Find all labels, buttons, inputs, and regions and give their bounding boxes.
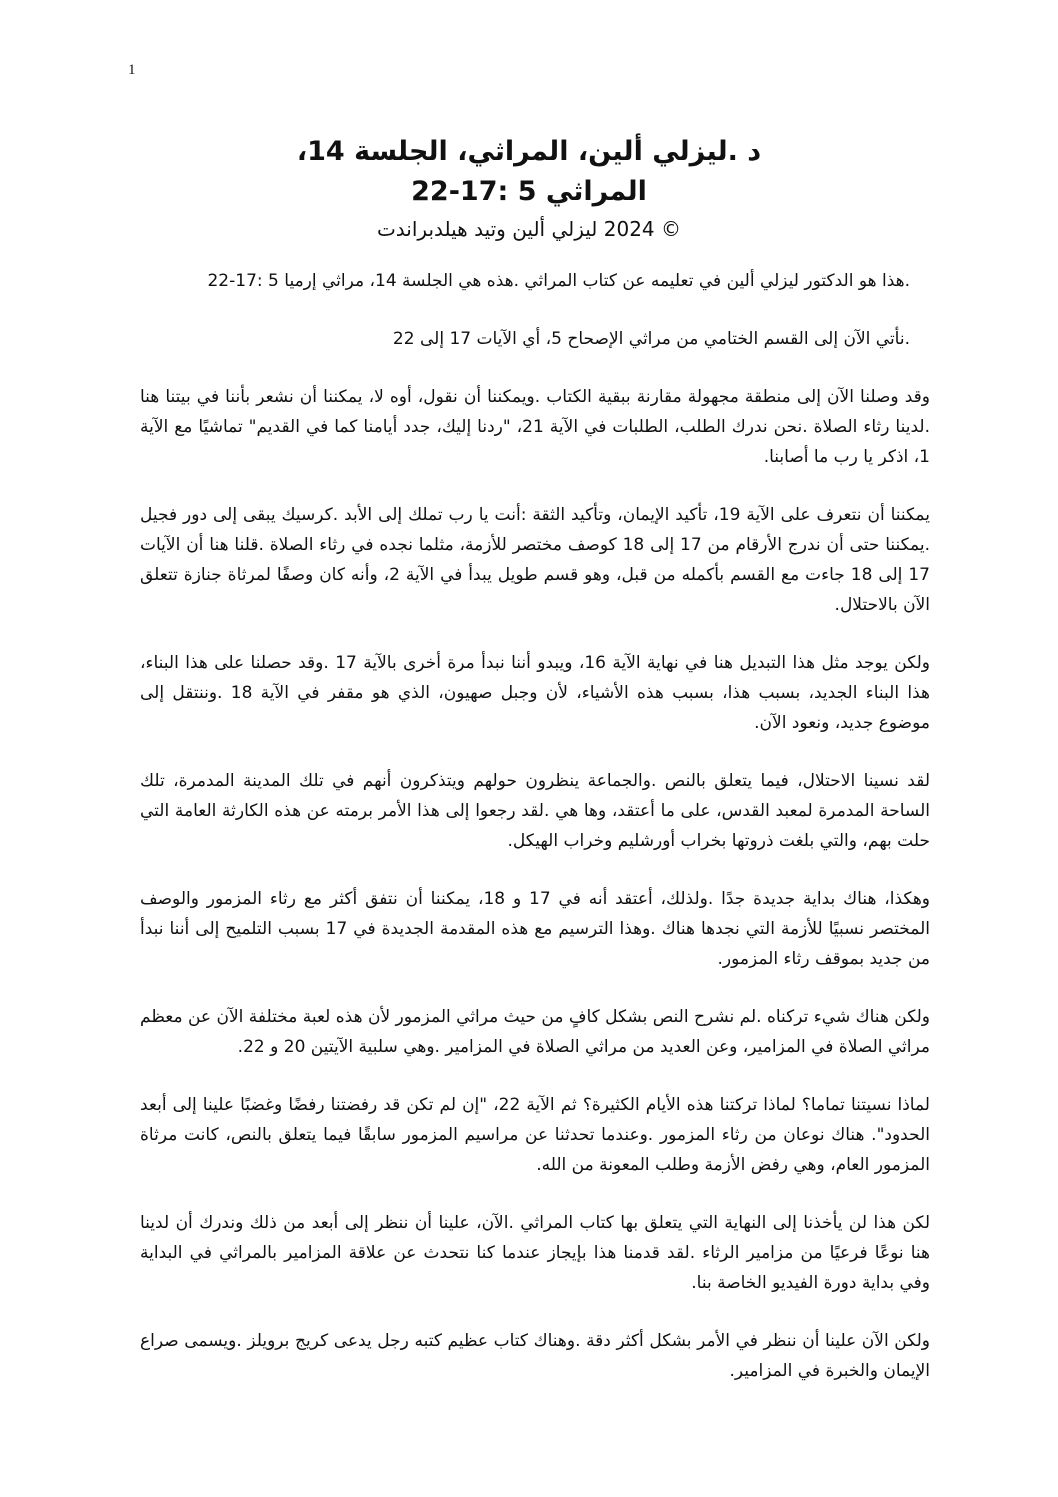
paragraph: وقد وصلنا الآن إلى منطقة مجهولة مقارنة ببقية الكتاب .ويمكننا أن نقول، أوه لا، يمكننا أن نشعر بأننا في بيتنا هنا .لدينا رثاء الصلاة .نحن ندرك الطلب، الطلبات في الآية 21، "ردنا إليك، جدد أيامنا كما في القديم" تماشيًا مع الآية 1، اذكر يا رب ما أصابنا. <box>140 387 930 467</box>
body-text <box>140 266 930 1414</box>
title-block <box>120 132 938 244</box>
paragraph: .نأتي الآن إلى القسم الختامي من مراثي الإصحاح 5، أي الآيات 17 إلى 22 <box>392 329 910 349</box>
copyright-line: © 2024 ليزلي ألين وتيد هيلدبراندت <box>376 217 682 241</box>
paragraph: ولكن الآن علينا أن ننظر في الأمر بشكل أكثر دقة .وهناك كتاب عظيم كتبه رجل يدعى كريج برويلز .ويسمى صراع الإيمان والخبرة في المزامير. <box>140 1331 930 1381</box>
paragraph: لكن هذا لن يأخذنا إلى النهاية التي يتعلق بها كتاب المراثي .الآن، علينا أن ننظر إلى أبعد من ذلك وندرك أن لدينا هنا نوعًا فرعيًا من مزامير الرثاء .لقد قدمنا هذا بإيجاز عندما كنا نتحدث عن علاقة المزامير بالمراثي في البداية وفي بداية دورة الفيديو الخاصة بنا. <box>140 1213 930 1293</box>
paragraph: وهكذا، هناك بداية جديدة جدًا .ولذلك، أعتقد أنه في 17 و 18، يمكننا أن نتفق أكثر مع رثاء المزمور والوصف المختصر نسبيًا للأزمة التي نجدها هناك .وهذا الترسيم مع هذه المقدمة الجديدة في 17 بسبب التلميح إلى أننا نبدأ من جديد بموقف رثاء المزمور. <box>140 889 930 969</box>
paragraph: ولكن هناك شيء تركناه .لم نشرح النص بشكل كافٍ من حيث مراثي المزمور لأن هذه لعبة مختلفة الآن عن معظم مراثي الصلاة في المزامير، وعن العديد من مراثي الصلاة في المزامير .وهي سلبية الآيتين 20 و 22. <box>140 1007 930 1057</box>
paragraph: لقد نسينا الاحتلال، فيما يتعلق بالنص .والجماعة ينظرون حولهم ويتذكرون أنهم في تلك المدينة المدمرة، تلك الساحة المدمرة لمعبد القدس، على ما أعتقد، وها هي .لقد رجعوا إلى هذا الأمر برمته عن هذه الكارثة العامة التي حلت بهم، والتي بلغت ذروتها بخراب أورشليم وخراب الهيكل. <box>140 771 930 851</box>
page-number: 1 <box>128 62 136 78</box>
document-subtitle: المراثي 5 :17-22 <box>411 176 647 207</box>
paragraph: ولكن يوجد مثل هذا التبديل هنا في نهاية الآية 16، ويبدو أننا نبدأ مرة أخرى بالآية 17 .وقد حصلنا على هذا البناء، هذا البناء الجديد، بسبب هذا، بسبب هذه الأشياء، لأن وجبل صهيون، الذي هو مقفر في الآية 18 .وننتقل إلى موضوع جديد، ونعود الآن. <box>140 653 931 733</box>
document-title: د .ليزلي ألين، المراثي، الجلسة 14، <box>296 136 762 167</box>
paragraph-intro: .هذا هو الدكتور ليزلي ألين في تعليمه عن كتاب المراثي .هذه هي الجلسة 14، مراثي إرميا 5 :17-22 <box>207 271 910 291</box>
paragraph: يمكننا أن نتعرف على الآية 19، تأكيد الإيمان، وتأكيد الثقة :أنت يا رب تملك إلى الأبد .كرسيك يبقى إلى دور فجيل .يمكننا حتى أن ندرج الأرقام من 17 إلى 18 كوصف مختصر للأزمة، مثلما نجده في رثاء الصلاة .قلنا هنا أن الآيات 17 إلى 18 جاءت مع القسم بأكمله من قبل، وهو قسم طويل يبدأ في الآية 2، وأنه كان وصفًا لمرثاة جنازة تتعلق الآن بالاحتلال. <box>140 505 930 615</box>
paragraph: لماذا نسيتنا تماما؟ لماذا تركتنا هذه الأيام الكثيرة؟ ثم الآية 22، "إن لم تكن قد رفضتنا رفضًا وغضبًا علينا إلى أبعد الحدود". هناك نوعان من رثاء المزمور .وعندما تحدثنا عن مراسيم المزمور سابقًا فيما يتعلق بالنص، كانت مرثاة المزمور العام، وهي رفض الأزمة وطلب المعونة من الله. <box>140 1095 930 1175</box>
